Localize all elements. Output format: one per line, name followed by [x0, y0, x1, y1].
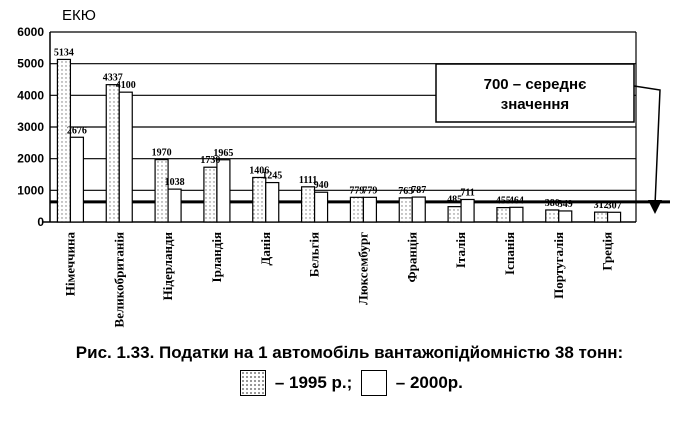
data-label: 1965	[213, 147, 234, 159]
data-label: 711	[460, 187, 475, 199]
bar-1995	[350, 197, 363, 222]
data-label: 380	[544, 197, 560, 209]
category-label: Данія	[257, 232, 273, 266]
legend-label-2000: – 2000р.	[395, 373, 463, 392]
bar-1995	[497, 208, 510, 222]
legend-label-1995: – 1995 р.;	[274, 373, 353, 392]
y-tick-label: 1000	[17, 183, 44, 198]
category-label: Португалія	[550, 232, 566, 299]
bar-1995	[448, 207, 461, 222]
bar-2000	[559, 211, 572, 222]
data-label: 787	[411, 185, 427, 197]
category-label: Греція	[599, 232, 615, 271]
data-label: 1111	[298, 174, 318, 186]
bar-1995	[253, 177, 266, 222]
category-label: Бельгія	[306, 232, 322, 278]
data-label: 1730	[200, 155, 221, 167]
bar-2000	[119, 92, 132, 222]
bar-1995	[106, 85, 119, 222]
legend	[0, 370, 699, 396]
data-label: 464	[508, 195, 524, 207]
bar-1995	[399, 198, 412, 222]
category-label: Іспанія	[501, 232, 517, 275]
data-label: 940	[313, 180, 329, 192]
figure-caption: Рис. 1.33. Податки на 1 автомобіль вантажопідйомністю 38 тонн:	[75, 343, 624, 362]
data-label: 312	[593, 200, 609, 212]
bar-2000	[608, 212, 621, 222]
y-tick-label: 5000	[17, 56, 44, 71]
data-label: 2676	[66, 125, 87, 137]
data-label: 455	[495, 195, 511, 207]
y-tick-label: 0	[37, 215, 44, 229]
unit-label: ЕКЮ	[62, 7, 96, 24]
bar-2000	[510, 207, 523, 222]
data-label: 1038	[164, 177, 185, 189]
bar-2000	[315, 192, 328, 222]
annotation-line-1: 700 – середнє	[483, 76, 587, 93]
bar-1995	[595, 212, 608, 222]
legend-swatch-2000	[361, 370, 387, 396]
bar-2000	[412, 197, 425, 222]
bar-1995	[204, 167, 217, 222]
category-label: Люксембург	[355, 232, 371, 305]
bar-1995	[57, 59, 70, 222]
data-label: 307	[606, 200, 622, 212]
bar-2000	[363, 197, 376, 222]
bar-1995	[546, 210, 559, 222]
category-label: Німеччина	[62, 232, 78, 297]
bar-1995	[302, 187, 315, 222]
data-label: 4337	[102, 72, 123, 84]
category-label: Нідерланди	[160, 232, 176, 301]
annotation-arrow	[634, 86, 660, 205]
y-tick-label: 3000	[17, 120, 44, 134]
bar-2000	[266, 183, 279, 222]
category-label: Франція	[404, 232, 420, 283]
data-label: 349	[557, 198, 573, 210]
category-label: Ірландія	[208, 232, 224, 283]
data-label: 779	[349, 185, 365, 197]
data-label: 1245	[262, 170, 283, 182]
bar-1995	[155, 160, 168, 222]
y-tick-label: 4000	[17, 88, 44, 103]
data-label: 779	[362, 185, 378, 197]
y-tick-label: 6000	[17, 25, 44, 39]
arrow-head	[648, 200, 662, 214]
data-label: 485	[447, 194, 463, 206]
y-tick-label: 2000	[17, 151, 44, 166]
legend-swatch-1995	[240, 370, 266, 396]
category-label: Великобританія	[111, 232, 127, 328]
bar-2000	[217, 160, 230, 222]
annotation-box	[436, 64, 634, 122]
category-label: Італія	[453, 232, 469, 269]
data-label: 763	[398, 185, 414, 197]
data-label: 5134	[53, 47, 74, 59]
data-label: 4100	[115, 80, 136, 92]
bar-2000	[461, 199, 474, 222]
annotation-line-2: значення	[500, 96, 570, 113]
bar-2000	[70, 137, 83, 222]
bar-2000	[168, 189, 181, 222]
data-label: 1970	[151, 147, 172, 159]
data-label: 1406	[249, 165, 270, 177]
category-labels	[62, 231, 614, 327]
